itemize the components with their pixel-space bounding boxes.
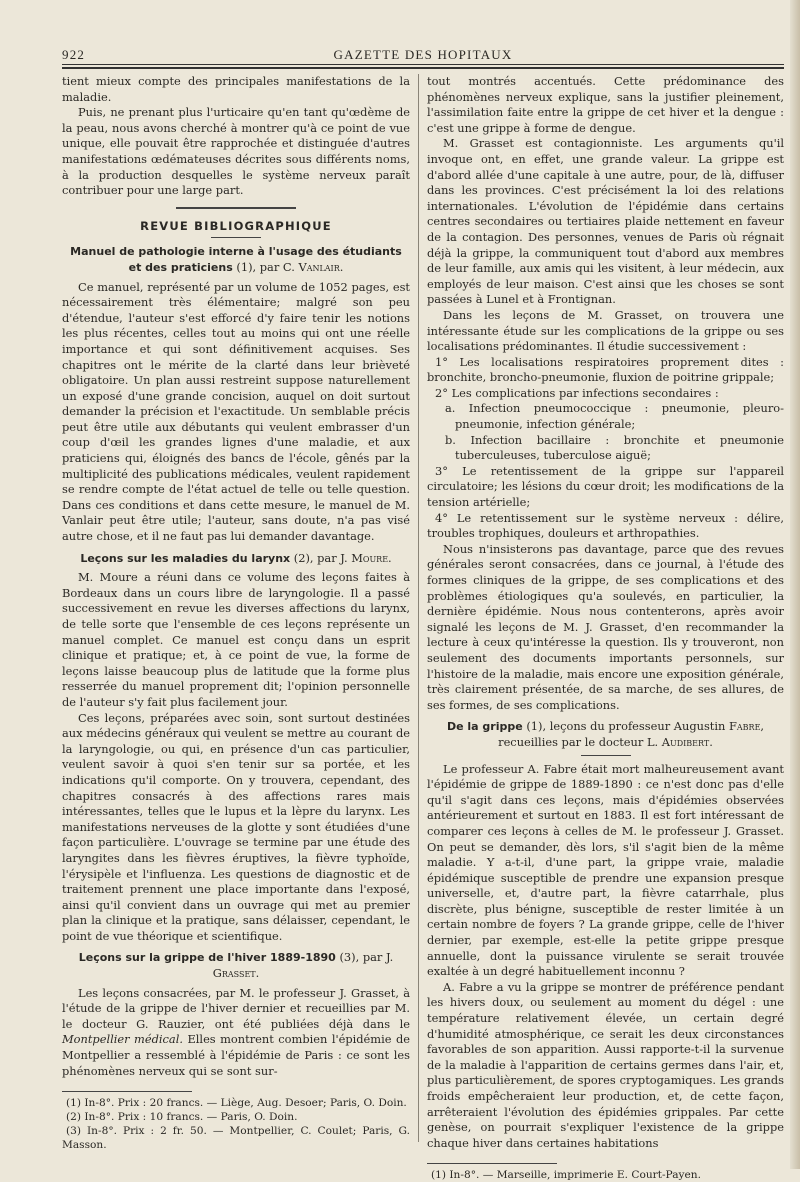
list-item: 1° Les localisations respiratoires proprement dites : bronchite, broncho-pneumonie, fluxion de poitrine grippale; [427, 354, 784, 385]
list-subitem: b. Infection bacillaire : bronchite et pneumonie tuberculeuses, tuberculose aiguë; [445, 432, 784, 463]
book-ref: (1), par C. [236, 259, 299, 274]
page-edge-shadow [790, 0, 800, 1169]
paragraph: Puis, ne prenant plus l'urticaire qu'en tant qu'œdème de la peau, nous avons cherché à montrer qu'à ce point de vue unique, elle pouvait être rapprochée et distinguée d'autres manifestations œdémateuses décrites sous différents noms, à la production desquelles le système nerveux paraît contribuer pour une large part. [62, 105, 410, 198]
list-subitem: a. Infection pneumococcique : pneumonie, pleuro-pneumonie, infection générale; [445, 401, 784, 432]
book-ref: (2), par J. [290, 550, 352, 565]
book-heading [62, 950, 410, 981]
book-author: Fabre, [728, 719, 765, 734]
book-title: De la grippe [446, 720, 523, 734]
journal-title: GAZETTE DES HOPITAUX [333, 47, 513, 62]
book-ref: (1), leçons du professeur Augustin [522, 719, 729, 734]
header-rule-thick [62, 67, 784, 69]
paragraph: Ces leçons, préparées avec soin, sont surtout destinées aux médecins généraux qui veulent se mettre au courant de la laryngologie, ou qui, en présence d'un cas particulier, veulent savoir à quoi s'en tenir sur sa portée, et les indications qu'il comporte. On y trouvera, cependant, des chapitres consacrés à des affections rares mais intéressantes, telles que le lupus et la lèpre du larynx. Les manifestations nerveuses de la glotte y sont étudiées d'une façon particulière. L'ouvrage se termine par une étude des laryngites dans les fièvres éruptives, la fièvre typhoïde, l'érysipèle et l'influenza. Les questions de diagnostic et de traitement prennent une place importante dans l'exposé, ainsi qu'il convient dans un ouvrage qui met au premier plan la clinique et la pratique, sans délaisser, cependant, le point de vue théorique et scientifique. [62, 710, 410, 943]
paragraph [62, 986, 410, 1080]
book-author: Audibert. [661, 734, 713, 749]
paragraph: tout montrés accentués. Cette prédominance des phénomènes nerveux explique, sans la justifier pleinement, l'assimilation faite entre la grippe de cet hiver et la dengue : c'est une grippe à forme de dengue. [427, 74, 784, 135]
header-rule-thin [62, 64, 784, 65]
footnote: (1) In-8°. Prix : 20 francs. — Liège, Aug. Desoer; Paris, O. Doin. [66, 1097, 407, 1110]
book-title: Leçons sur la grippe de l'hiver 1889-1890 [78, 951, 336, 965]
section-title: REVUE BIBLIOGRAPHIQUE [140, 218, 332, 233]
footnote: (3) In-8°. Prix : 2 fr. 50. — Montpellier, C. Coulet; Paris, G. Masson. [62, 1125, 410, 1152]
right-column [427, 74, 784, 1182]
section-rule [176, 207, 296, 209]
list-item: 4° Le retentissement sur le système nerveux : délire, troubles trophiques, douleurs et arthropathies. [427, 510, 784, 541]
paragraph: tient mieux compte des principales manifestations de la maladie. [62, 74, 410, 104]
book-author: Grasset. [212, 966, 260, 981]
paragraph: M. Moure a réuni dans ce volume des leçons faites à Bordeaux dans un cours libre de laryngologie. Il a passé successivement en revue les diverses affections du larynx, de telle sorte que l'ensemble de ces leçons représente un manuel complet. Ce manuel est conçu dans un esprit clinique et pratique; et, à ce point de vue, la forme de leçons laisse beaucoup plus de latitude que la forme plus resserrée du manuel proprement dit; l'opinion personnelle de l'auteur s'y fait plus facilement jour. [62, 570, 410, 709]
page-number: 922 [62, 47, 86, 62]
paragraph: Le professeur A. Fabre était mort malheureusement avant l'épidémie de grippe de 1889-1890 : ce n'est donc pas d'elle qu'il s'agit dans ces leçons, mais d'épidémies observées antérieurement et surtout en 1883. Il est fort intéressant de comparer ces leçons à celles de M. le professeur J. Grasset. On peut se demander, dès lors, s'il s'agit bien de la même maladie. Y a-t-il, d'une part, la grippe vraie, maladie épidémique susceptible de prendre une expansion presque universelle, et, d'autre part, la fièvre catarrhale, plus discrète, plus bénigne, susceptible de rester limitée à un certain nombre de foyers ? La grande grippe, celle de l'hiver dernier, par exemple, est-elle la petite grippe presque annuelle, dont la puissance virulente se serait trouvée exaltée à un degré habituellement inconnu ? [427, 761, 784, 979]
paragraph: A. Fabre a vu la grippe se montrer de préférence pendant les hivers doux, ou seulement au moment du dégel : une température relativement élevée, un certain degré d'humidité atmosphérique, ce serait les deux circonstances favorables de son apparition. Aussi rapporte-t-il la survenue de la maladie à l'apparition de certains germes dans l'air, et, plus particulièrement, de spores cryptogamiques. Les grands froids empêcheraient leur production, et, de cette façon, arrêteraient l'évolution des épidémies grippales. Par cette genèse, on pourrait s'expliquer l'existence de la grippe chaque hiver dans certaines habitations [427, 979, 784, 1150]
book-heading [427, 719, 784, 750]
book-author: Vanlair. [298, 259, 344, 274]
book-title: Manuel de pathologie interne à l'usage des étudiants et des praticiens [70, 245, 402, 274]
book-heading [62, 551, 410, 567]
column-divider [418, 74, 419, 1142]
list-item: 3° Le retentissement de la grippe sur l'appareil circulatoire; les lésions du cœur droit; les modifications de la tension artérielle; [427, 463, 784, 510]
footnote-rule [62, 1091, 192, 1092]
paragraph: M. Grasset est contagionniste. Les arguments qu'il invoque ont, en effet, une grande valeur. La grippe est d'abord allée d'une capitale à une autre, pour, de là, diffuser dans les provinces. C'est précisément la loi des relations internationales. L'évolution de l'épidémie dans certains centres secondaires ou tertiaires plaide nettement en faveur de la contagion. Des personnes, venues de Paris où régnait déjà la grippe, la communiquent tout d'abord aux membres de leur famille, aux amis qui les visitent, à leur médecin, aux employés de leur maison. C'est ainsi que les choses se sont passées à Lunel et à Frontignan. [427, 136, 784, 307]
book-ref: (3), par J. [335, 950, 394, 965]
book-author: Moure. [351, 550, 392, 565]
section-subrule [211, 237, 261, 238]
left-column [62, 74, 410, 1152]
paragraph: Ce manuel, représenté par un volume de 1052 pages, est nécessairement très élémentaire; malgré son peu d'étendue, l'auteur s'est efforcé d'y faire tenir les notions les plus récentes, celles tout au moins qui ont une réelle importance et qui sont définitivement acquises. Ses chapitres ont le mérite de la clarté dans leur brièveté obligatoire. Un plan aussi restreint suppose naturellement un exposé d'une grande concision, auquel on doit surtout demander la précision et l'exactitude. Un semblable précis peut être utile aux débutants qui veulent embrasser d'un coup d'œil les grandes lignes d'une maladie, et aux praticiens qui, éloignés des bancs de l'école, gênés par la multiplicité des publications médicales, veulent rapidement se rendre compte de l'état actuel de telle ou telle question. Dans ces conditions et dans cette mesure, le manuel de M. Vanlair peut être utile; l'auteur, sans doute, n'a pas visé autre chose, et il ne faut pas lui demander davantage. [62, 279, 410, 544]
text-run: Elles montrent combien l'épidémie de Montpellier a ressemblé à l'épidémie de Paris : ce sont les phénomènes nerveux qui se sont sur- [62, 1032, 410, 1078]
book-ref: recueillies par le docteur L. [498, 734, 662, 749]
footnote: (2) In-8°. Prix : 10 francs. — Paris, O. Doin. [66, 1111, 298, 1124]
paragraph: Dans les leçons de M. Grasset, on trouvera une intéressante étude sur les complications de la grippe ou ses localisations prédominantes. Il étudie successivement : [427, 307, 784, 354]
book-title: Leçons sur les maladies du larynx [80, 551, 291, 565]
text-run: Les leçons consacrées, par M. le professeur J. Grasset, à l'étude de la grippe de l'hiver dernier et recueillies par M. le docteur G. Rauzier, ont été publiées déjà dans le [62, 985, 410, 1031]
heading-subrule [581, 755, 631, 756]
book-heading [62, 244, 410, 275]
footnote: (1) In-8°. — Marseille, imprimerie E. Court-Payen. [431, 1169, 701, 1182]
list-item: 2° Les complications par infections secondaires : [435, 385, 719, 400]
journal-name: Montpellier médical. [62, 1032, 183, 1047]
paragraph: Nous n'insisterons pas davantage, parce que des revues générales seront consacrées, dans ce journal, à l'étude des formes cliniques de la grippe, de ses complications et des problèmes étiologiques qu'a soulevés, en particulier, la dernière épidémie. Nous nous contenterons, après avoir signalé les leçons de M. J. Grasset, d'en recommander la lecture à ceux qu'intéresse la question. Ils y trouveront, non seulement des documents importants personnels, sur l'histoire de la maladie, mais encore une exposition générale, très clairement présentée, de sa marche, de ses allures, de ses formes, de ses complications. [427, 541, 784, 712]
footnote-rule [427, 1163, 557, 1164]
